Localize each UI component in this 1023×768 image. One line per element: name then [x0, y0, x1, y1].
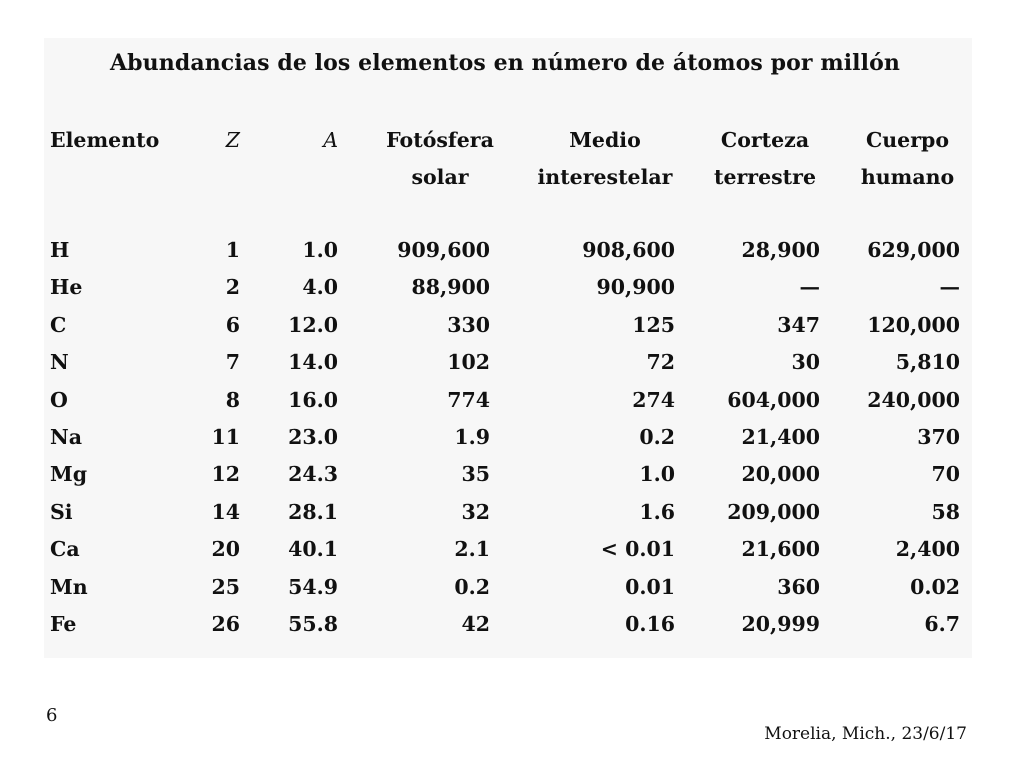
cell-z: 12: [211, 462, 240, 486]
cell-medio: 908,600: [582, 238, 675, 262]
cell-cuerpo: 120,000: [867, 313, 960, 337]
header-fotosfera-sub: solar: [411, 165, 469, 189]
cell-corteza: 28,900: [741, 238, 820, 262]
cell-z: 26: [211, 612, 240, 636]
header-cuerpo: Cuerpo: [865, 128, 950, 152]
cell-cuerpo: 0.02: [910, 575, 960, 599]
cell-corteza: 30: [791, 350, 820, 374]
cell-z: 2: [225, 275, 240, 299]
header-medio: Medio: [569, 128, 641, 152]
cell-fotosfera: 102: [447, 350, 490, 374]
table-title: Abundancias de los elementos en número de átomos por millón: [110, 50, 900, 76]
cell-a: 54.9: [288, 575, 338, 599]
cell-element: Mg: [50, 462, 88, 486]
cell-a: 55.8: [288, 612, 338, 636]
cell-fotosfera: 330: [447, 313, 490, 337]
cell-element: Na: [50, 425, 83, 449]
cell-a: 40.1: [288, 537, 338, 561]
cell-element: Mn: [50, 575, 88, 599]
cell-corteza: 20,999: [741, 612, 820, 636]
cell-corteza: 21,400: [741, 425, 820, 449]
cell-cuerpo: 370: [917, 425, 960, 449]
cell-a: 28.1: [288, 500, 338, 524]
cell-element: Fe: [50, 612, 77, 636]
cell-a: 24.3: [288, 462, 338, 486]
cell-z: 6: [225, 313, 240, 337]
cell-a: 4.0: [302, 275, 338, 299]
cell-corteza: 20,000: [741, 462, 820, 486]
cell-element: H: [50, 238, 70, 262]
cell-fotosfera: 774: [447, 388, 490, 412]
cell-cuerpo: 5,810: [895, 350, 960, 374]
cell-medio: 0.2: [639, 425, 675, 449]
cell-cuerpo: 70: [931, 462, 960, 486]
cell-fotosfera: 88,900: [411, 275, 490, 299]
footer-text: Morelia, Mich., 23/6/17: [764, 724, 967, 744]
cell-medio: 274: [632, 388, 675, 412]
cell-element: N: [50, 350, 69, 374]
header-z: Z: [225, 128, 240, 152]
cell-z: 25: [211, 575, 240, 599]
header-cuerpo-sub: humano: [860, 165, 955, 189]
cell-element: Si: [50, 500, 73, 524]
cell-element: O: [50, 388, 68, 412]
header-elemento: Elemento: [50, 128, 160, 152]
cell-cuerpo: 2,400: [895, 537, 960, 561]
cell-medio: < 0.01: [600, 537, 675, 561]
header-corteza-sub: terrestre: [713, 165, 816, 189]
cell-medio: 0.16: [625, 612, 675, 636]
cell-medio: 72: [646, 350, 675, 374]
cell-a: 12.0: [288, 313, 338, 337]
cell-z: 14: [211, 500, 240, 524]
cell-corteza: 21,600: [741, 537, 820, 561]
header-medio-sub: interestelar: [537, 165, 673, 189]
cell-element: C: [50, 313, 67, 337]
cell-cuerpo: 6.7: [924, 612, 960, 636]
cell-z: 1: [225, 238, 240, 262]
cell-fotosfera: 0.2: [454, 575, 490, 599]
cell-medio: 90,900: [596, 275, 675, 299]
cell-a: 16.0: [288, 388, 338, 412]
header-fotosfera: Fotósfera: [386, 128, 494, 152]
cell-fotosfera: 909,600: [397, 238, 490, 262]
cell-medio: 1.6: [639, 500, 675, 524]
cell-fotosfera: 1.9: [454, 425, 490, 449]
cell-element: He: [50, 275, 83, 299]
cell-corteza: 604,000: [727, 388, 820, 412]
cell-a: 14.0: [288, 350, 338, 374]
cell-element: Ca: [50, 537, 80, 561]
cell-fotosfera: 32: [461, 500, 490, 524]
cell-cuerpo: 58: [931, 500, 960, 524]
cell-a: 1.0: [302, 238, 338, 262]
cell-corteza: —: [799, 275, 820, 299]
cell-medio: 125: [632, 313, 675, 337]
cell-cuerpo: 240,000: [867, 388, 960, 412]
cell-cuerpo: —: [939, 275, 960, 299]
cell-z: 7: [225, 350, 240, 374]
header-a: A: [323, 128, 338, 152]
cell-corteza: 209,000: [727, 500, 820, 524]
cell-corteza: 360: [777, 575, 820, 599]
cell-z: 20: [211, 537, 240, 561]
cell-cuerpo: 629,000: [867, 238, 960, 262]
cell-medio: 0.01: [625, 575, 675, 599]
cell-z: 11: [211, 425, 240, 449]
page-number: 6: [46, 705, 58, 726]
cell-fotosfera: 2.1: [454, 537, 490, 561]
cell-z: 8: [225, 388, 240, 412]
cell-medio: 1.0: [639, 462, 675, 486]
header-corteza: Corteza: [720, 128, 810, 152]
cell-fotosfera: 35: [461, 462, 490, 486]
cell-corteza: 347: [777, 313, 820, 337]
cell-a: 23.0: [288, 425, 338, 449]
cell-fotosfera: 42: [461, 612, 490, 636]
